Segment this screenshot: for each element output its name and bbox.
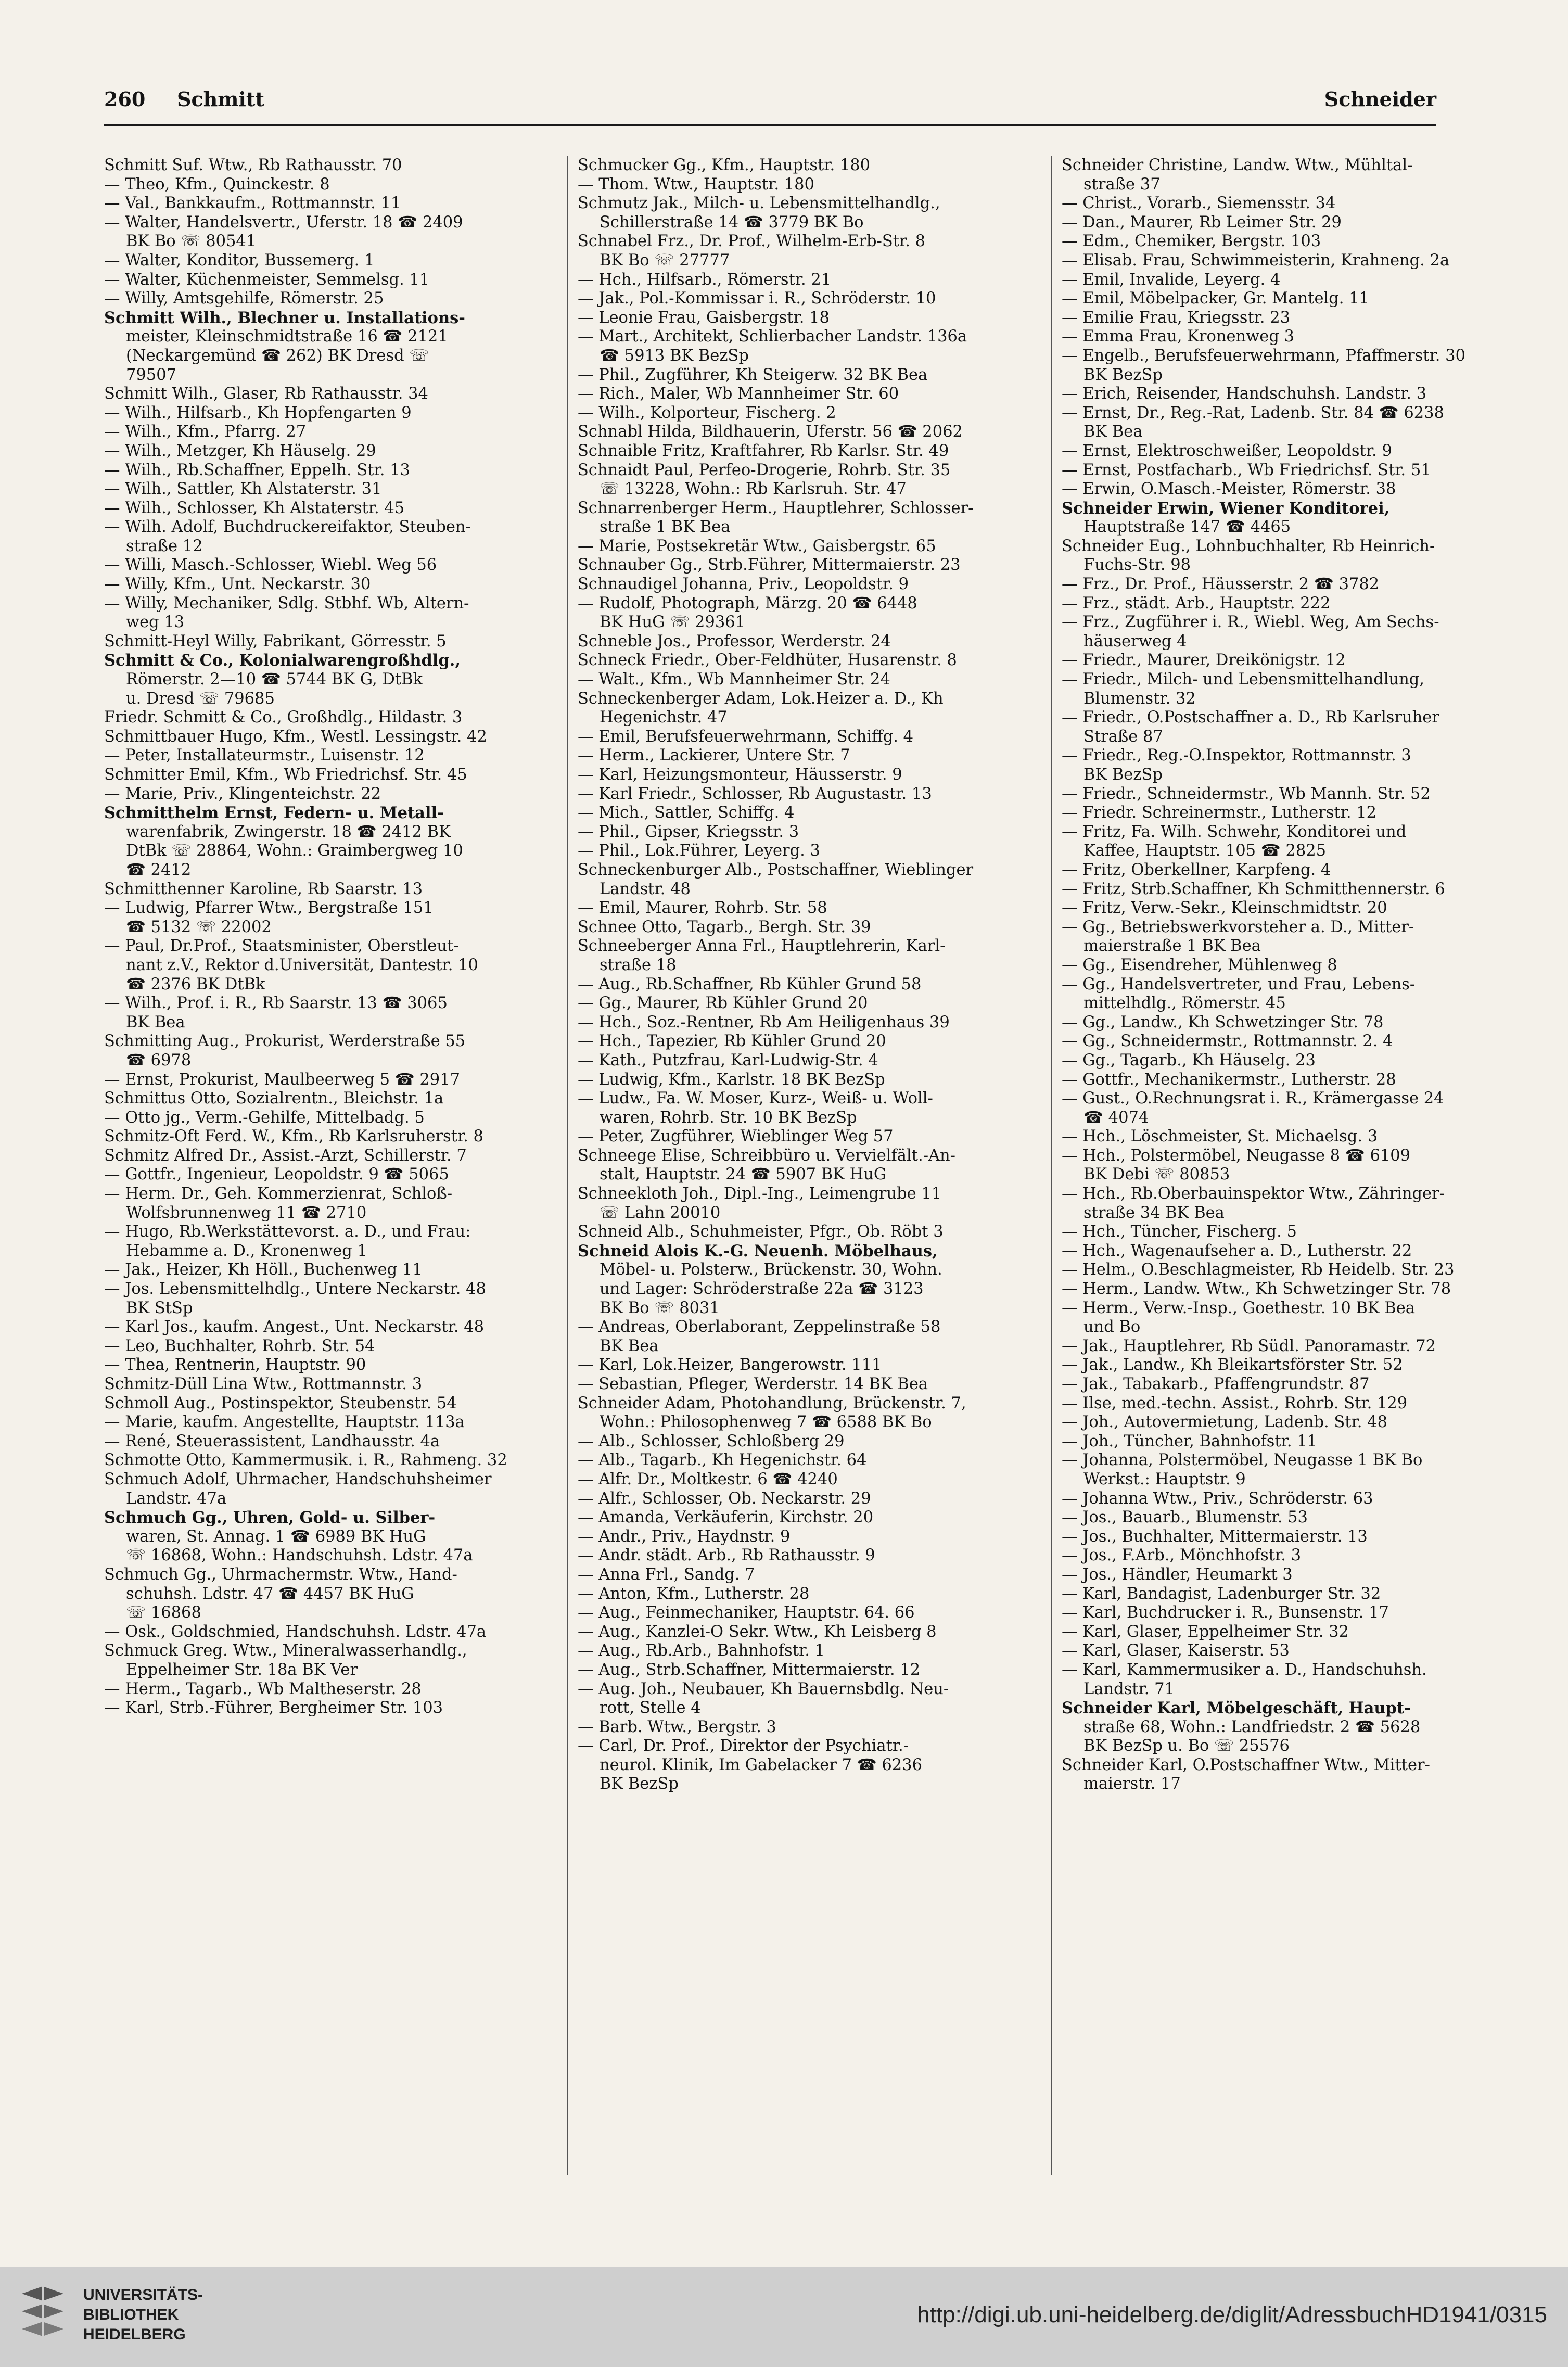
directory-entry: — Alfr., Schlosser, Ob. Neckarstr. 29: [578, 1489, 871, 1508]
directory-entry: Wohn.: Philosophenweg 7 ☎ 6588 BK Bo: [600, 1413, 932, 1432]
directory-entry: — Erich, Reisender, Handschuhsh. Landstr. 3: [1062, 385, 1427, 403]
directory-entry: — Mich., Sattler, Schiffg. 4: [578, 804, 795, 822]
directory-entry: Schneider Eug., Lohnbuchhalter, Rb Heinrich-: [1062, 537, 1435, 555]
directory-entry: — Jos., F.Arb., Mönchhofstr. 3: [1062, 1546, 1302, 1565]
directory-entry: Schmuck Greg. Wtw., Mineralwasserhandlg.,: [104, 1641, 467, 1660]
directory-entry: mittelhdlg., Römerstr. 45: [1083, 994, 1286, 1013]
directory-entry: Schneble Jos., Professor, Werderstr. 24: [578, 632, 891, 651]
directory-entry: — Thom. Wtw., Hauptstr. 180: [578, 175, 814, 194]
directory-entry: — Joh., Tüncher, Bahnhofstr. 11: [1062, 1432, 1318, 1450]
directory-entry: — Thea, Rentnerin, Hauptstr. 90: [104, 1356, 366, 1375]
directory-entry: — Wilh., Rb.Schaffner, Eppelh. Str. 13: [104, 461, 410, 479]
directory-entry: Schmitthenner Karoline, Rb Saarstr. 13: [104, 880, 423, 898]
directory-entry: Wolfsbrunnenweg 11 ☎ 2710: [126, 1203, 367, 1222]
directory-entry: — Alb., Schlosser, Schloßberg 29: [578, 1432, 845, 1450]
directory-entry: — Jos., Buchhalter, Mittermaierstr. 13: [1062, 1527, 1368, 1546]
directory-entry: maierstraße 1 BK Bea: [1083, 937, 1261, 956]
directory-entry: — Hch., Rb.Oberbauinspektor Wtw., Zähringer-: [1062, 1185, 1445, 1203]
directory-entry: Schnarrenberger Herm., Hauptlehrer, Schlosser-: [578, 499, 974, 517]
directory-entry: Schnaible Fritz, Kraftfahrer, Rb Karlsr. Str. 49: [578, 441, 949, 460]
left-running-head: Schmitt: [177, 87, 264, 111]
directory-entry: — Rudolf, Photograph, Märzg. 20 ☎ 6448: [578, 594, 917, 613]
directory-entry: — Wilh., Schlosser, Kh Alstaterstr. 45: [104, 499, 405, 517]
directory-entry: — Gg., Betriebswerkvorsteher a. D., Mitter-: [1062, 918, 1414, 936]
directory-entry: — Engelb., Berufsfeuerwehrmann, Pfaffmerstr. 30: [1062, 346, 1465, 365]
directory-entry: — Anna Frl., Sandg. 7: [578, 1565, 755, 1584]
directory-entry: — Hugo, Rb.Werkstättevorst. a. D., und Frau:: [104, 1223, 471, 1241]
directory-entry: — Aug. Joh., Neubauer, Kh Bauernsbdlg. Neu-: [578, 1679, 949, 1698]
directory-entry: BK BezSp u. Bo ☏ 25576: [1083, 1737, 1290, 1755]
directory-entry: BK Bo ☏ 27777: [600, 251, 730, 270]
directory-entry: DtBk ☏ 28864, Wohn.: Graimbergweg 10: [126, 842, 463, 860]
directory-entry: — Gg., Schneidermstr., Rottmannstr. 2. 4: [1062, 1032, 1393, 1051]
directory-entry: — Paul, Dr.Prof., Staatsminister, Oberstleut-: [104, 937, 459, 956]
directory-entry: nant z.V., Rektor d.Universität, Dantestr. 10: [126, 956, 478, 974]
directory-entry: Schmittbauer Hugo, Kfm., Westl. Lessingstr. 42: [104, 727, 487, 746]
directory-entry: maierstr. 17: [1083, 1775, 1181, 1793]
directory-entry: — Gg., Handelsvertreter, und Frau, Lebens-: [1062, 975, 1416, 994]
directory-entry: — Jos. Lebensmittelhdlg., Untere Neckarstr. 48: [104, 1280, 486, 1299]
directory-entry: — Willy, Amtsgehilfe, Römerstr. 25: [104, 289, 384, 308]
directory-entry: und Bo: [1083, 1318, 1141, 1337]
directory-entry: — Barb. Wtw., Bergstr. 3: [578, 1717, 776, 1736]
directory-entry: Schmitt Suf. Wtw., Rb Rathausstr. 70: [104, 156, 402, 174]
directory-entry: — Fritz, Oberkellner, Karpfeng. 4: [1062, 860, 1331, 879]
university-library-logo-icon: [11, 2282, 74, 2345]
directory-entry: waren, St. Annag. 1 ☎ 6989 BK HuG: [126, 1527, 426, 1546]
directory-entry: Schneider Karl, Möbelgeschäft, Haupt-: [1062, 1699, 1411, 1718]
directory-entry: ☏ 13228, Wohn.: Rb Karlsruh. Str. 47: [600, 480, 907, 499]
directory-entry: Schmoll Aug., Postinspektor, Steubenstr. 54: [104, 1394, 457, 1412]
directory-entry: Schneider Adam, Photohandlung, Brückenstr. 7,: [578, 1394, 966, 1412]
directory-entry: — Peter, Installateurmstr., Luisenstr. 12: [104, 746, 425, 765]
directory-entry: — Gg., Maurer, Rb Kühler Grund 20: [578, 994, 868, 1013]
directory-entry: — Karl, Glaser, Eppelheimer Str. 32: [1062, 1622, 1349, 1641]
directory-entry: und Lager: Schröderstraße 22a ☎ 3123: [600, 1280, 924, 1299]
column-3: [1062, 156, 1488, 2186]
directory-entry: weg 13: [126, 613, 185, 632]
directory-entry: ☏ Lahn 20010: [600, 1203, 721, 1222]
directory-entry: — Gg., Eisendreher, Mühlenweg 8: [1062, 956, 1337, 974]
directory-entry: — Ludwig, Kfm., Karlstr. 18 BK BezSp: [578, 1070, 885, 1089]
directory-entry: Hebamme a. D., Kronenweg 1: [126, 1241, 367, 1260]
directory-entry: warenfabrik, Zwingerstr. 18 ☎ 2412 BK: [126, 822, 451, 841]
directory-entry: Schillerstraße 14 ☎ 3779 BK Bo: [600, 213, 864, 232]
directory-entry: — Kath., Putzfrau, Karl-Ludwig-Str. 4: [578, 1051, 878, 1070]
directory-entry: — Hch., Tapezier, Rb Kühler Grund 20: [578, 1032, 886, 1051]
directory-entry: Hauptstraße 147 ☎ 4465: [1083, 518, 1291, 537]
directory-entry: — Marie, kaufm. Angestellte, Hauptstr. 113a: [104, 1413, 465, 1432]
directory-entry: Schmitz-Düll Lina Wtw., Rottmannstr. 3: [104, 1375, 423, 1393]
directory-entry: straße 1 BK Bea: [600, 518, 731, 537]
directory-entry: Schmittus Otto, Sozialrentn., Bleichstr. 1a: [104, 1089, 444, 1108]
directory-entry: — Hch., Polstermöbel, Neugasse 8 ☎ 6109: [1062, 1146, 1411, 1165]
directory-entry: — Aug., Strb.Schaffner, Mittermaierstr. 12: [578, 1660, 921, 1679]
right-running-head: Schneider: [1324, 87, 1436, 111]
directory-entry: — Herm., Landw. Wtw., Kh Schwetzinger Str. 78: [1062, 1280, 1451, 1299]
directory-entry: — Karl, Lok.Heizer, Bangerowstr. 111: [578, 1356, 882, 1375]
directory-entry: Schmitt-Heyl Willy, Fabrikant, Görresstr. 5: [104, 632, 447, 651]
directory-entry: Schnaudigel Johanna, Priv., Leopoldstr. 9: [578, 575, 909, 594]
directory-entry: — Erwin, O.Masch.-Meister, Römerstr. 38: [1062, 480, 1396, 499]
directory-entry: — Karl, Heizungsmonteur, Häusserstr. 9: [578, 766, 902, 784]
directory-entry: BK Bo ☏ 8031: [600, 1299, 720, 1317]
directory-entry: — Hch., Wagenaufseher a. D., Lutherstr. 22: [1062, 1241, 1412, 1260]
directory-entry: — Fritz, Verw.-Sekr., Kleinschmidtstr. 20: [1062, 899, 1387, 918]
directory-entry: — Theo, Kfm., Quinckestr. 8: [104, 175, 330, 194]
directory-entry: Schneid Alois K.-G. Neuenh. Möbelhaus,: [578, 1241, 938, 1261]
directory-entry: — Otto jg., Verm.-Gehilfe, Mittelbadg. 5: [104, 1108, 425, 1127]
directory-entry: — Wilh., Kfm., Pfarrg. 27: [104, 423, 307, 441]
directory-entry: häuserweg 4: [1083, 632, 1187, 651]
directory-entry: — Wilh., Metzger, Kh Häuselg. 29: [104, 441, 376, 460]
directory-entry: neurol. Klinik, Im Gabelacker 7 ☎ 6236: [600, 1755, 923, 1774]
directory-entry: straße 12: [126, 537, 203, 555]
directory-entry: Schmitz-Oft Ferd. W., Kfm., Rb Karlsruherstr. 8: [104, 1127, 483, 1146]
directory-entry: — Osk., Goldschmied, Handschuhsh. Ldstr. 47a: [104, 1622, 487, 1641]
page-number: 260: [104, 87, 146, 111]
directory-entry: — Ilse, med.-techn. Assist., Rohrb. Str. 129: [1062, 1394, 1408, 1412]
library-name-line: HEIDELBERG: [83, 2326, 186, 2343]
directory-entry: Landstr. 47a: [126, 1489, 227, 1508]
directory-entry: — Aug., Rb.Schaffner, Rb Kühler Grund 58: [578, 975, 922, 994]
directory-entry: Hegenichstr. 47: [600, 708, 728, 727]
directory-entry: straße 18: [600, 956, 677, 974]
directory-entry: — Anton, Kfm., Lutherstr. 28: [578, 1584, 810, 1603]
directory-entry: Schmutz Jak., Milch- u. Lebensmittelhandlg.,: [578, 194, 940, 213]
directory-entry: Schmitter Emil, Kfm., Wb Friedrichsf. Str. 45: [104, 766, 467, 784]
directory-entry: — Amanda, Verkäuferin, Kirchstr. 20: [578, 1508, 874, 1527]
directory-entry: — Jak., Hauptlehrer, Rb Südl. Panoramastr. 72: [1062, 1337, 1436, 1355]
directory-entry: ☏ 16868, Wohn.: Handschuhsh. Ldstr. 47a: [126, 1546, 473, 1565]
directory-entry: — Aug., Feinmechaniker, Hauptstr. 64. 66: [578, 1604, 915, 1622]
directory-entry: — Jak., Heizer, Kh Höll., Buchenweg 11: [104, 1261, 423, 1279]
directory-entry: Friedr. Schmitt & Co., Großhdlg., Hildastr. 3: [104, 708, 463, 727]
directory-entry: — Ernst, Dr., Reg.-Rat, Ladenb. Str. 84 ☎ 6238: [1062, 403, 1444, 422]
directory-entry: ☎ 5132 ☏ 22002: [126, 918, 272, 936]
directory-entry: — Carl, Dr. Prof., Direktor der Psychiatr.-: [578, 1737, 909, 1755]
directory-entry: stalt, Hauptstr. 24 ☎ 5907 BK HuG: [600, 1165, 887, 1184]
directory-entry: — Jak., Landw., Kh Bleikartsförster Str. 52: [1062, 1356, 1403, 1375]
directory-entry: BK BezSp: [1083, 766, 1163, 784]
directory-entry: — Helm., O.Beschlagmeister, Rb Heidelb. Str. 23: [1062, 1261, 1455, 1279]
directory-entry: — Aug., Kanzlei-O Sekr. Wtw., Kh Leisberg 8: [578, 1622, 937, 1641]
directory-entry: — Hch., Soz.-Rentner, Rb Am Heiligenhaus 39: [578, 1013, 950, 1032]
directory-entry: — Friedr., Schneidermstr., Wb Mannh. Str. 52: [1062, 784, 1431, 803]
directory-entry: 79507: [126, 365, 177, 384]
directory-entry: Straße 87: [1083, 727, 1163, 746]
footer-bar: [0, 2267, 1568, 2367]
running-header: [104, 87, 1436, 121]
directory-entry: Schnaidt Paul, Perfeo-Drogerie, Rohrb. Str. 35: [578, 461, 951, 479]
directory-entry: — Phil., Gipser, Kriegsstr. 3: [578, 822, 799, 841]
directory-entry: — Ludwig, Pfarrer Wtw., Bergstraße 151: [104, 899, 434, 918]
directory-entry: — Herm., Verw.-Insp., Goethestr. 10 BK Bea: [1062, 1299, 1416, 1317]
directory-entry: — Gottfr., Ingenieur, Leopoldstr. 9 ☎ 5065: [104, 1165, 449, 1184]
directory-entry: — Dan., Maurer, Rb Leimer Str. 29: [1062, 213, 1342, 232]
directory-entry: — Aug., Rb.Arb., Bahnhofstr. 1: [578, 1641, 825, 1660]
directory-entry: BK BezSp: [600, 1775, 679, 1793]
directory-entry: — Emil, Möbelpacker, Gr. Mantelg. 11: [1062, 289, 1369, 308]
library-name-line: BIBLIOTHEK: [83, 2306, 179, 2323]
directory-entry: Schmuch Adolf, Uhrmacher, Handschuhsheimer: [104, 1470, 492, 1488]
directory-entry: — Walter, Konditor, Bussemerg. 1: [104, 251, 375, 270]
directory-entry: — Karl Jos., kaufm. Angest., Unt. Neckarstr. 48: [104, 1318, 485, 1337]
directory-entry: — Alb., Tagarb., Kh Hegenichstr. 64: [578, 1451, 867, 1470]
directory-entry: — Leo, Buchhalter, Rohrb. Str. 54: [104, 1337, 375, 1355]
directory-entry: rott, Stelle 4: [600, 1699, 701, 1717]
directory-entry: — Joh., Autovermietung, Ladenb. Str. 48: [1062, 1413, 1387, 1432]
directory-entry: — Frz., Dr. Prof., Häusserstr. 2 ☎ 3782: [1062, 575, 1380, 594]
directory-entry: — Val., Bankkaufm., Rottmannstr. 11: [104, 194, 401, 213]
directory-entry: — Friedr., O.Postschaffner a. D., Rb Karlsruher: [1062, 708, 1439, 727]
directory-entry: u. Dresd ☏ 79685: [126, 689, 275, 708]
directory-entry: — Marie, Postsekretär Wtw., Gaisbergstr. 65: [578, 537, 936, 555]
directory-entry: — Friedr., Reg.-O.Inspektor, Rottmannstr. 3: [1062, 746, 1411, 765]
directory-entry: Schmitt Wilh., Blechner u. Installations-: [104, 308, 465, 327]
directory-entry: — Ludw., Fa. W. Moser, Kurz-, Weiß- u. Woll-: [578, 1089, 933, 1108]
directory-entry: — Ernst, Postfacharb., Wb Friedrichsf. Str. 51: [1062, 461, 1431, 479]
directory-entry: Schmitt & Co., Kolonialwarengroßhdlg.,: [104, 651, 461, 670]
directory-entry: — Gg., Landw., Kh Schwetzinger Str. 78: [1062, 1013, 1384, 1032]
directory-entry: — Friedr., Milch- und Lebensmittelhandlung,: [1062, 670, 1424, 689]
directory-entry: — Ernst, Elektroschweißer, Leopoldstr. 9: [1062, 441, 1392, 460]
directory-entry: — Friedr. Schreinermstr., Lutherstr. 12: [1062, 804, 1377, 822]
column-divider: [567, 156, 568, 2175]
directory-entry: — Wilh., Hilfsarb., Kh Hopfengarten 9: [104, 403, 412, 422]
directory-entry: — Emil, Invalide, Leyerg. 4: [1062, 270, 1281, 289]
directory-entry: — Jak., Tabakarb., Pfaffengrundstr. 87: [1062, 1375, 1370, 1393]
directory-entry: Blumenstr. 32: [1083, 689, 1196, 708]
directory-entry: — Edm., Chemiker, Bergstr. 103: [1062, 232, 1321, 251]
directory-entry: Schnabel Frz., Dr. Prof., Wilhelm-Erb-Str. 8: [578, 232, 926, 251]
directory-entry: — Willy, Mechaniker, Sdlg. Stbhf. Wb, Altern-: [104, 594, 469, 613]
directory-entry: Schneeberger Anna Frl., Hauptlehrerin, Karl-: [578, 937, 946, 956]
directory-entry: — Emil, Maurer, Rohrb. Str. 58: [578, 899, 827, 918]
directory-entry: — Willi, Masch.-Schlosser, Wiebl. Weg 56: [104, 556, 437, 575]
directory-entry: — Wilh., Sattler, Kh Alstaterstr. 31: [104, 480, 382, 499]
directory-entry: BK Bea: [126, 1013, 185, 1032]
directory-entry: Landstr. 71: [1083, 1679, 1175, 1698]
directory-entry: Fuchs-Str. 98: [1083, 556, 1191, 575]
directory-entry: — Wilh., Prof. i. R., Rb Saarstr. 13 ☎ 3065: [104, 994, 448, 1013]
directory-entry: straße 34 BK Bea: [1083, 1203, 1225, 1222]
directory-entry: — Phil., Lok.Führer, Leyerg. 3: [578, 842, 820, 860]
directory-entry: (Neckargemünd ☎ 262) BK Dresd ☏: [126, 346, 429, 365]
directory-entry: — Peter, Zugführer, Wieblinger Weg 57: [578, 1127, 894, 1146]
directory-entry: — Mart., Architekt, Schlierbacher Landstr. 136a: [578, 327, 967, 346]
directory-entry: — Fritz, Strb.Schaffner, Kh Schmitthennerstr. 6: [1062, 880, 1445, 898]
directory-entry: — Walt., Kfm., Wb Mannheimer Str. 24: [578, 670, 890, 689]
directory-entry: — Andr. städt. Arb., Rb Rathausstr. 9: [578, 1546, 875, 1565]
directory-entry: — Friedr., Maurer, Dreikönigstr. 12: [1062, 651, 1346, 670]
directory-entry: — Willy, Kfm., Unt. Neckarstr. 30: [104, 575, 371, 594]
directory-entry: — Johanna Wtw., Priv., Schröderstr. 63: [1062, 1489, 1373, 1508]
directory-entry: — Marie, Priv., Klingenteichstr. 22: [104, 784, 381, 803]
library-name: [83, 2285, 203, 2345]
directory-entry: Römerstr. 2—10 ☎ 5744 BK G, DtBk: [126, 670, 423, 689]
directory-entry: — Gottfr., Mechanikermstr., Lutherstr. 28: [1062, 1070, 1396, 1089]
directory-entry: BK Bea: [1083, 423, 1143, 441]
directory-entry: Schneege Elise, Schreibbüro u. Vervielfält.-An-: [578, 1146, 955, 1165]
source-url-link[interactable]: http://digi.ub.uni-heidelberg.de/diglit/AdressbuchHD1941/0315: [917, 2302, 1547, 2327]
directory-entry: Schmotte Otto, Kammermusik. i. R., Rahmeng. 32: [104, 1451, 507, 1470]
directory-entry: Schneckenberger Adam, Lok.Heizer a. D., Kh: [578, 689, 944, 708]
directory-entry: — Frz., städt. Arb., Hauptstr. 222: [1062, 594, 1331, 613]
directory-entry: Landstr. 48: [600, 880, 691, 898]
directory-entry: ☎ 2412: [126, 860, 192, 879]
directory-entry: straße 68, Wohn.: Landfriedstr. 2 ☎ 5628: [1083, 1717, 1421, 1736]
directory-entry: — Phil., Zugführer, Kh Steigerw. 32 BK Bea: [578, 365, 928, 384]
directory-entry: Schnabl Hilda, Bildhauerin, Uferstr. 56 ☎ 2062: [578, 423, 963, 441]
directory-entry: BK Debi ☏ 80853: [1083, 1165, 1230, 1184]
column-divider: [1051, 156, 1052, 2175]
directory-entry: Schmitt Wilh., Glaser, Rb Rathausstr. 34: [104, 385, 428, 403]
directory-entry: — Walter, Handelsvertr., Uferstr. 18 ☎ 2409: [104, 213, 463, 232]
directory-entry: — Andreas, Oberlaborant, Zeppelinstraße 58: [578, 1318, 941, 1337]
directory-entry: — Jos., Bauarb., Blumenstr. 53: [1062, 1508, 1308, 1527]
directory-entry: — Herm., Lackierer, Untere Str. 7: [578, 746, 850, 765]
directory-entry: — Hch., Löschmeister, St. Michaelsg. 3: [1062, 1127, 1378, 1146]
directory-entry: Schmuch Gg., Uhrmachermstr. Wtw., Hand-: [104, 1565, 457, 1584]
directory-entry: BK Bo ☏ 80541: [126, 232, 257, 251]
directory-entry: Kaffee, Hauptstr. 105 ☎ 2825: [1083, 842, 1327, 860]
directory-entry: — Karl, Bandagist, Ladenburger Str. 32: [1062, 1584, 1381, 1603]
directory-entry: — Jak., Pol.-Kommissar i. R., Schröderstr. 10: [578, 289, 936, 308]
directory-entry: — Gg., Tagarb., Kh Häuselg. 23: [1062, 1051, 1316, 1070]
directory-entry: ☎ 5913 BK BezSp: [600, 346, 749, 365]
directory-entry: Schmitthelm Ernst, Federn- u. Metall-: [104, 804, 444, 823]
directory-entry: Schneider Karl, O.Postschaffner Wtw., Mitter-: [1062, 1755, 1430, 1774]
directory-entry: — Alfr. Dr., Moltkestr. 6 ☎ 4240: [578, 1470, 838, 1488]
directory-entry: waren, Rohrb. Str. 10 BK BezSp: [600, 1108, 857, 1127]
directory-entry: — Andr., Priv., Haydnstr. 9: [578, 1527, 791, 1546]
directory-entry: — Wilh. Adolf, Buchdruckereifaktor, Steuben-: [104, 518, 471, 537]
directory-entry: — Leonie Frau, Gaisbergstr. 18: [578, 308, 830, 327]
directory-entry: Eppelheimer Str. 18a BK Ver: [126, 1660, 358, 1679]
directory-entry: — Fritz, Fa. Wilh. Schwehr, Konditorei und: [1062, 822, 1407, 841]
directory-entry: — Rich., Maler, Wb Mannheimer Str. 60: [578, 385, 899, 403]
column-1: [104, 156, 531, 2186]
directory-entry: — Emma Frau, Kronenweg 3: [1062, 327, 1294, 346]
directory-entry: — Karl, Kammermusiker a. D., Handschuhsh.: [1062, 1660, 1427, 1679]
directory-entry: — Walter, Küchenmeister, Semmelsg. 11: [104, 270, 430, 289]
header-rule: [104, 124, 1436, 126]
library-name-line: UNIVERSITÄTS-: [83, 2286, 203, 2304]
directory-entry: — Karl, Glaser, Kaiserstr. 53: [1062, 1641, 1290, 1660]
directory-entry: — Hch., Tüncher, Fischerg. 5: [1062, 1223, 1297, 1241]
directory-entry: BK HuG ☏ 29361: [600, 613, 746, 632]
directory-entry: BK StSp: [126, 1299, 193, 1317]
directory-entry: — Hch., Hilfsarb., Römerstr. 21: [578, 270, 832, 289]
directory-entry: — Herm. Dr., Geh. Kommerzienrat, Schloß-: [104, 1185, 453, 1203]
directory-entry: — Karl, Strb.-Führer, Bergheimer Str. 103: [104, 1699, 443, 1717]
directory-entry: meister, Kleinschmidtstraße 16 ☎ 2121: [126, 327, 448, 346]
directory-entry: BK BezSp: [1083, 365, 1163, 384]
directory-entry: Schnauber Gg., Strb.Führer, Mittermaierstr. 23: [578, 556, 961, 575]
directory-entry: Schneider Christine, Landw. Wtw., Mühltal-: [1062, 156, 1413, 174]
directory-entry: — Elisab. Frau, Schwimmeisterin, Krahneng. 2a: [1062, 251, 1450, 270]
directory-entry: Schneekloth Joh., Dipl.-Ing., Leimengrube 11: [578, 1185, 942, 1203]
directory-entry: ☎ 2376 BK DtBk: [126, 975, 265, 994]
directory-entry: — Emilie Frau, Kriegsstr. 23: [1062, 308, 1291, 327]
directory-entry: ☏ 16868: [126, 1604, 201, 1622]
directory-entry: Schmucker Gg., Kfm., Hauptstr. 180: [578, 156, 871, 174]
directory-entry: Schneckenburger Alb., Postschaffner, Wieblinger: [578, 860, 974, 879]
directory-entry: ☎ 6978: [126, 1051, 192, 1070]
directory-entry: — Herm., Tagarb., Wb Maltheserstr. 28: [104, 1679, 422, 1698]
directory-entry: — Jos., Händler, Heumarkt 3: [1062, 1565, 1293, 1584]
directory-entry: — René, Steuerassistent, Landhausstr. 4a: [104, 1432, 440, 1450]
directory-entry: — Frz., Zugführer i. R., Wiebl. Weg, Am Sechs-: [1062, 613, 1439, 632]
directory-entry: — Sebastian, Pfleger, Werderstr. 14 BK Bea: [578, 1375, 928, 1393]
directory-entry: — Karl, Buchdrucker i. R., Bunsenstr. 17: [1062, 1604, 1389, 1622]
directory-entry: — Gust., O.Rechnungsrat i. R., Krämergasse 24: [1062, 1089, 1444, 1108]
directory-entry: Schmitz Alfred Dr., Assist.-Arzt, Schillerstr. 7: [104, 1146, 467, 1165]
directory-entry: straße 37: [1083, 175, 1161, 194]
directory-entry: Schmuch Gg., Uhren, Gold- u. Silber-: [104, 1508, 436, 1528]
directory-entry: schuhsh. Ldstr. 47 ☎ 4457 BK HuG: [126, 1584, 414, 1603]
directory-entry: Möbel- u. Polsterw., Brückenstr. 30, Wohn.: [600, 1261, 942, 1279]
directory-entry: — Johanna, Polstermöbel, Neugasse 1 BK Bo: [1062, 1451, 1423, 1470]
directory-entry: — Karl Friedr., Schlosser, Rb Augustastr. 13: [578, 784, 932, 803]
directory-entry: — Emil, Berufsfeuerwehrmann, Schiffg. 4: [578, 727, 914, 746]
directory-entry: Schneid Alb., Schuhmeister, Pfgr., Ob. Röbt 3: [578, 1223, 944, 1241]
directory-entry: — Wilh., Kolporteur, Fischerg. 2: [578, 403, 836, 422]
directory-entry: — Christ., Vorarb., Siemensstr. 34: [1062, 194, 1336, 213]
directory-entry: Werkst.: Hauptstr. 9: [1083, 1470, 1246, 1488]
directory-entry: Schnee Otto, Tagarb., Bergh. Str. 39: [578, 918, 871, 936]
directory-entry: Schneider Erwin, Wiener Konditorei,: [1062, 499, 1390, 518]
directory-entry: BK Bea: [600, 1337, 659, 1355]
directory-entry: — Ernst, Prokurist, Maulbeerweg 5 ☎ 2917: [104, 1070, 461, 1089]
directory-entry: Schneck Friedr., Ober-Feldhüter, Husarenstr. 8: [578, 651, 957, 670]
directory-entry: ☎ 4074: [1083, 1108, 1149, 1127]
column-2: [578, 156, 1004, 2186]
directory-entry: Schmitting Aug., Prokurist, Werderstraße 55: [104, 1032, 466, 1051]
